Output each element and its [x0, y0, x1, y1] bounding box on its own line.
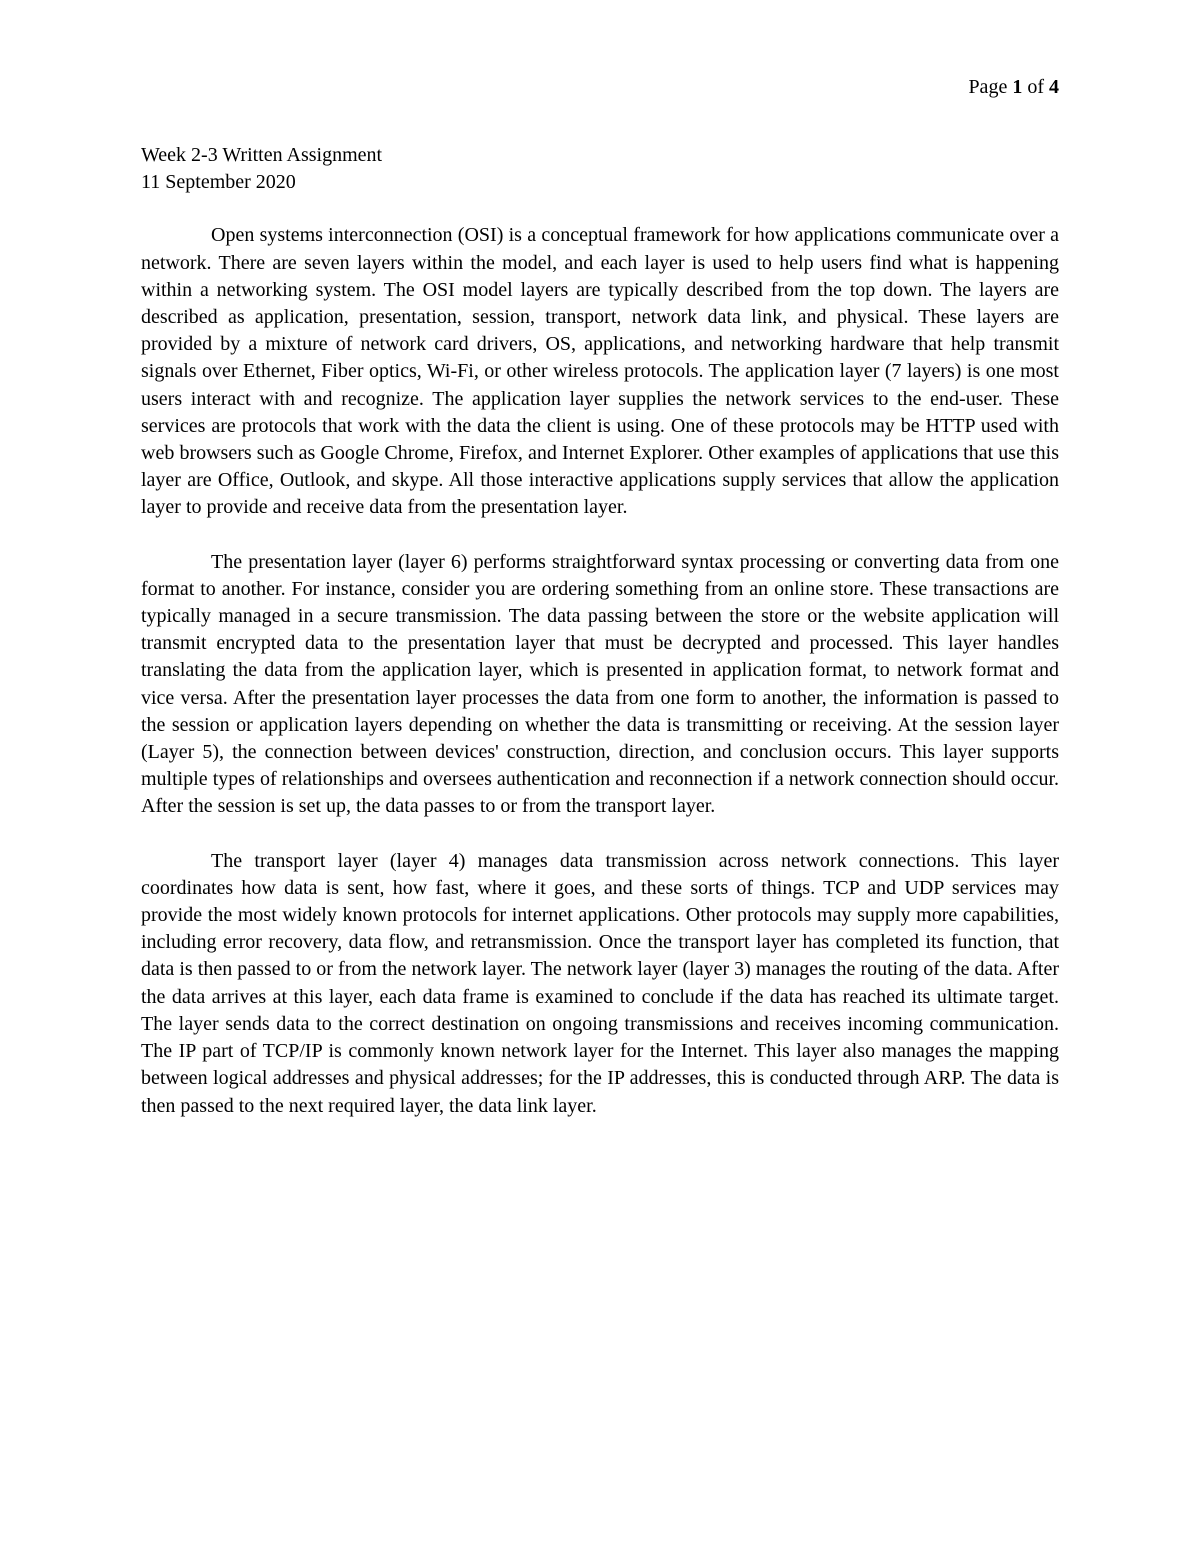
page-label: Page [968, 76, 1008, 98]
assignment-date: 11 September 2020 [141, 171, 296, 194]
page-of-label: of [1027, 76, 1044, 98]
page-number [968, 74, 1059, 100]
paragraph-transport-network: The transport layer (layer 4) manages data transmission across network connections. This layer coordinates how data is sent, how fast, where it goes, and these sorts of things. TCP and UDP services may provide the most widely known protocols for internet applications. Other protocols may supply more capabilities, including error recovery, data flow, and retransmission. Once the transport layer has completed its function, that data is then passed to or from the network layer. The network layer (layer 3) manages the routing of the data. After the data arrives at this layer, each data frame is examined to conclude if the data has reached its ultimate target. The layer sends data to the correct destination on ongoing transmissions and receives incoming communication. The IP part of TCP/IP is commonly known network layer for the Internet. This layer also manages the mapping between logical addresses and physical addresses; for the IP addresses, this is conducted through ARP. The data is then passed to the next required layer, the data link layer. [141, 849, 1059, 1117]
blank-line [141, 196, 1059, 222]
blank-line [141, 522, 1059, 549]
total-pages-number: 4 [1049, 76, 1059, 98]
blank-line [141, 821, 1059, 848]
current-page-number: 1 [1012, 76, 1023, 98]
paragraph-osi-overview: Open systems interconnection (OSI) is a conceptual framework for how applications communicate over a network. There are seven layers within the model, and each layer is used to help users find what is happening within a networking system. The OSI model layers are typically described from the top down. The layers are described as application, presentation, session, transport, network data link, and physical. These layers are provided by a mixture of network card drivers, OS, applications, and networking hardware that help transmit signals over Ethernet, Fiber optics, Wi-Fi, or other wireless protocols. The application layer (7 layers) is one most users interact with and recognize. The application layer supplies the network services to the end-user. These services are protocols that work with the data the client is using. One of these protocols may be HTTP used with web browsers such as Google Chrome, Firefox, and Internet Explorer. Other examples of applications that use this layer are Office, Outlook, and skype. All those interactive applications supply services that allow the application layer to provide and receive data from the presentation layer. [141, 224, 1059, 519]
assignment-title: Week 2-3 Written Assignment [141, 144, 383, 166]
document-body [141, 142, 1059, 1120]
paragraph-presentation-session: The presentation layer (layer 6) performs straightforward syntax processing or converting data from one format to another. For instance, consider you are ordering something from an online store. These transactions are typically managed in a secure transmission. The data passing between the store or the website application will transmit encrypted data to the presentation layer that must be decrypted and processed. This layer handles translating the data from the application layer, which is presented in application format, to network format and vice versa. After the presentation layer processes the data from one form to another, the information is passed to the session or application layers depending on whether the data is transmitting or receiving. At the session layer (Layer 5), the connection between devices' construction, direction, and conclusion occurs. This layer supports multiple types of relationships and oversees authentication and reconnection if a network connection should occur. After the session is set up, the data passes to or from the transport layer. [141, 550, 1059, 818]
